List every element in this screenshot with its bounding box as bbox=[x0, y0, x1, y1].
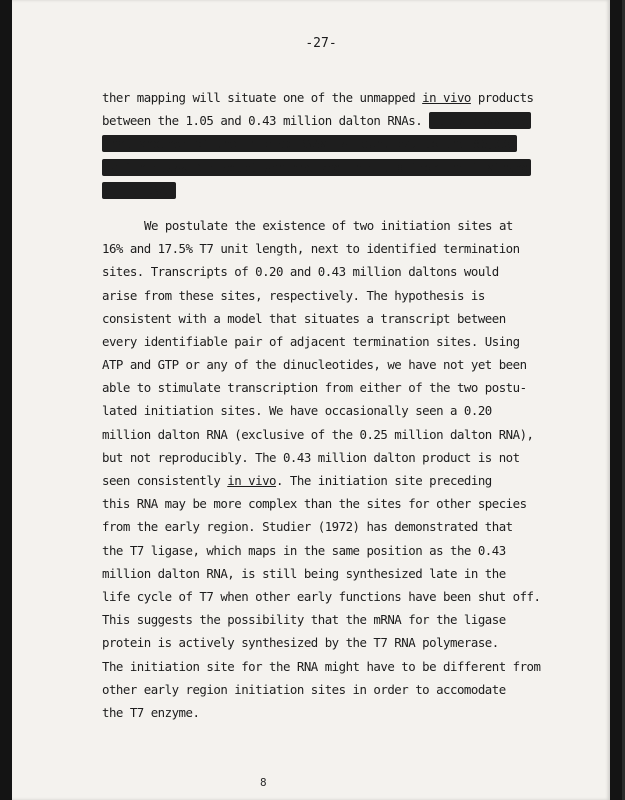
text-line bbox=[102, 179, 572, 202]
text-line bbox=[102, 86, 572, 109]
text-line: other early region initiation sites in order to accomodate bbox=[102, 681, 506, 697]
document-page bbox=[12, 0, 610, 800]
body-text bbox=[102, 86, 572, 724]
text-run: products bbox=[470, 90, 534, 105]
text-line: million dalton RNA (exclusive of the 0.25 million dalton RNA), bbox=[102, 426, 534, 442]
text-line: this RNA may be more complex than the sites for other species bbox=[102, 496, 527, 512]
text-line: the T7 ligase, which maps in the same position as the 0.43 bbox=[102, 542, 506, 558]
text-line: able to stimulate transcription from either of the two postu- bbox=[102, 380, 527, 396]
text-run: . The initiation site preceding bbox=[276, 473, 492, 488]
text-line: but not reproducibly. The 0.43 million dalton product is not bbox=[102, 449, 520, 465]
text-line: lated initiation sites. We have occasionally seen a 0.20 bbox=[102, 403, 492, 419]
text-line: consistent with a model that situates a transcript between bbox=[102, 310, 506, 326]
text-run: ther mapping will situate one of the unmapped bbox=[102, 90, 423, 105]
text-line bbox=[102, 109, 572, 132]
text-line: the T7 enzyme. bbox=[102, 704, 200, 720]
text-line: every identifiable pair of adjacent termination sites. Using bbox=[102, 333, 520, 349]
text-run: seen consistently bbox=[102, 473, 228, 488]
text-line bbox=[102, 132, 572, 155]
text-line: from the early region. Studier (1972) has demonstrated that bbox=[102, 519, 513, 535]
text-line: life cycle of T7 when other early functions have been shut off. bbox=[102, 588, 541, 604]
redacted-text: of T7 DNA. bbox=[104, 182, 174, 198]
redacted-text: It is possible bbox=[431, 113, 529, 129]
text-line bbox=[102, 156, 572, 179]
text-line: arise from these sites, respectively. The hypothesis is bbox=[102, 287, 485, 303]
text-line: 16% and 17.5% T7 unit length, next to identified termination bbox=[102, 241, 520, 257]
underlined-term: in vivo bbox=[227, 473, 276, 488]
redacted-text: that another of the in vivo RNAs is identical to the 80,000 bbox=[104, 136, 515, 152]
text-line: sites. Transcripts of 0.20 and 0.43 million daltons would bbox=[102, 264, 499, 280]
text-line: ATP and GTP or any of the dinucleotides, we have not yet been bbox=[102, 357, 527, 373]
text-line bbox=[102, 469, 572, 492]
underlined-term: in vivo bbox=[422, 90, 471, 105]
page-number: -27- bbox=[305, 36, 337, 51]
paragraph-gap bbox=[102, 202, 572, 214]
footer-mark: 8 bbox=[260, 776, 267, 789]
text-line: million dalton RNA, is still being synthesized late in the bbox=[102, 565, 506, 581]
redacted-text: dalton class D product synthesized in vitro from the 1-strand bbox=[104, 159, 529, 175]
text-line: protein is actively synthesized by the T7 RNA polymerase. bbox=[102, 635, 499, 651]
text-line: We postulate the existence of two initiation sites at bbox=[144, 217, 513, 233]
text-line: This suggests the possibility that the mRNA for the ligase bbox=[102, 612, 506, 628]
text-line: The initiation site for the RNA might have to be different from bbox=[102, 658, 541, 674]
text-run: between the 1.05 and 0.43 million dalton RNAs. bbox=[102, 113, 430, 129]
